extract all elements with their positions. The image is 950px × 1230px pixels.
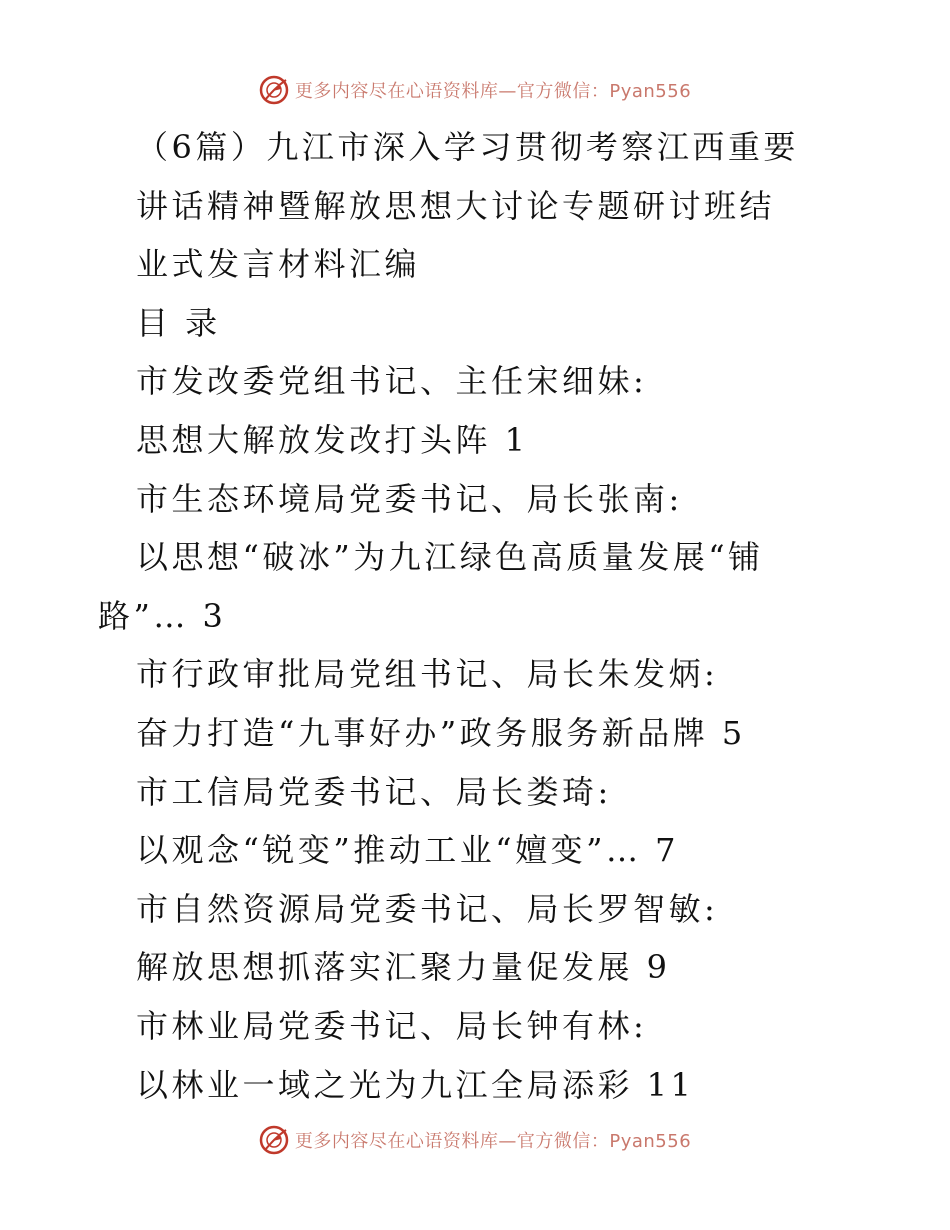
- toc-entry-line: 思想大解放发改打头阵 1: [136, 420, 529, 459]
- toc-author-line: 市自然资源局党委书记、局长罗智敏:: [136, 889, 719, 928]
- title-line-1: （6篇）九江市深入学习贯彻考察江西重要: [136, 128, 799, 166]
- toc-author-line: 市生态环境局党委书记、局长张南:: [136, 479, 683, 518]
- toc-entry-line: 以思想“破冰”为九江绿色高质量发展“铺: [136, 538, 764, 577]
- toc-entry-line: 奋力打造“九事好办”政务服务新品牌 5: [136, 713, 746, 752]
- watermark-text: 更多内容尽在心语资料库—官方微信：Pyan556: [294, 81, 692, 102]
- feather-logo-icon: [259, 1125, 289, 1155]
- title-line-3: 业式发言材料汇编: [136, 245, 421, 284]
- toc-entry-line: 以林业一域之光为九江全局添彩 11: [136, 1065, 695, 1104]
- footer-watermark: [0, 1120, 950, 1160]
- toc-author-line: 市发改委党组书记、主任宋细妹:: [136, 362, 648, 401]
- title-line-2: 讲话精神暨解放思想大讨论专题研讨班结: [136, 186, 776, 225]
- toc-entry-line: 解放思想抓落实汇聚力量促发展 9: [136, 948, 671, 987]
- feather-logo-icon: [259, 75, 289, 105]
- toc-entry-line: 以观念“锐变”推动工业“嬗变”… 7: [136, 831, 679, 870]
- toc-author-line: 市行政审批局党组书记、局长朱发炳:: [136, 655, 719, 694]
- toc-heading: 目 录: [136, 303, 221, 342]
- toc-entry-continuation: 路”… 3: [98, 596, 227, 635]
- toc-author-line: 市工信局党委书记、局长娄琦:: [136, 772, 612, 811]
- document-body: [0, 118, 950, 1114]
- toc-author-line: 市林业局党委书记、局长钟有林:: [136, 1006, 648, 1045]
- header-watermark: [0, 70, 950, 110]
- watermark-text: 更多内容尽在心语资料库—官方微信：Pyan556: [294, 1131, 692, 1152]
